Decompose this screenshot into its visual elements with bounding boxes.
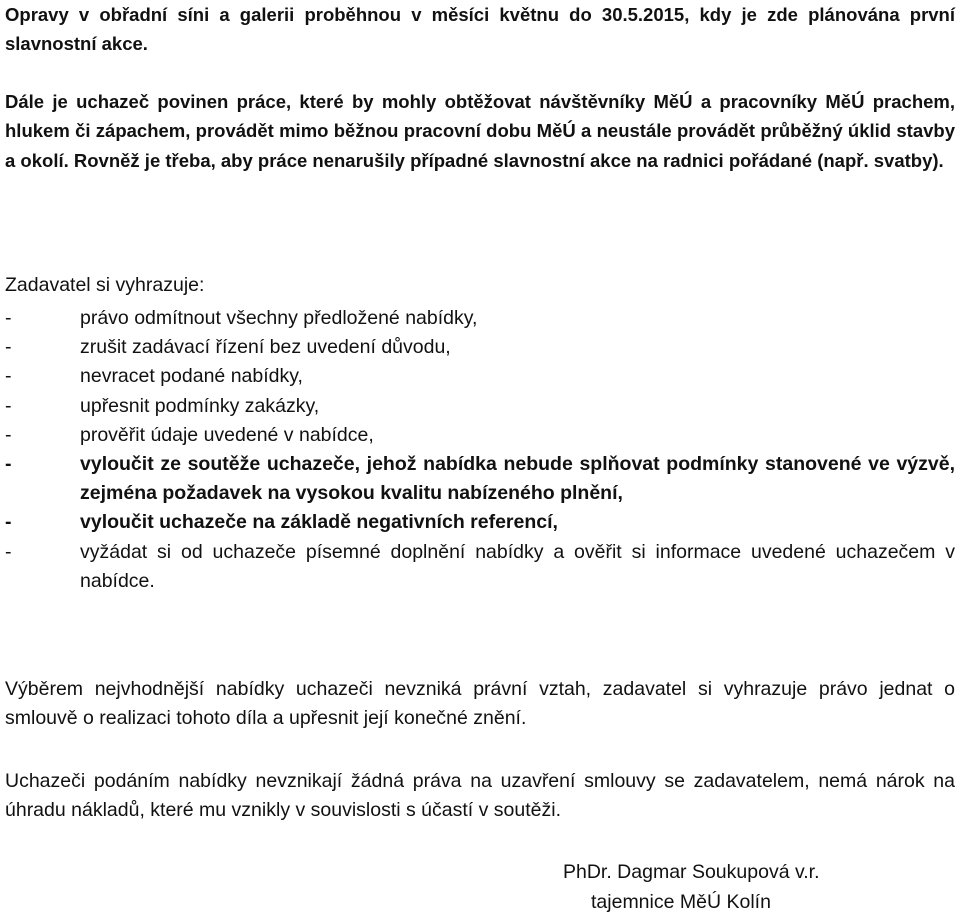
signature-name: PhDr. Dagmar Soukupová v.r. [563,861,820,883]
paragraph-no-legal-relationship: Výběrem nejvhodnější nabídky uchazeči nevzniká právní vztah, zadavatel si vyhrazuje právo jednat o smlouvě o realizaci tohoto díla a upřesnit její konečné znění. [5,678,955,729]
list-item-text: právo odmítnout všechny předložené nabídky, [80,307,478,329]
list-item-text: vyloučit uchazeče na základě negativních referencí, [80,511,558,534]
list-item-text: prověřit údaje uvedené v nabídce, [80,423,374,446]
list-item [5,333,955,362]
reservations-list [5,304,955,596]
list-dash: - [5,365,12,388]
list-item-text: nevracet podané nabídky, [80,365,303,388]
list-dash: - [5,540,12,563]
list-dash: - [5,423,12,446]
list-dash: - [5,336,12,359]
list-item [5,508,955,537]
list-item-text: vyloučit ze soutěže uchazeče, jehož nabídka nebude splňovat podmínky stanovené ve výzvě, zejména požadavek na vysokou kvalitu nabízeného plnění, [80,453,955,505]
list-item [5,392,955,421]
list-item-text: vyžádat si od uchazeče písemné doplnění nabídky a ověřit si informace uvedené uchazečem v nabídce. [80,540,955,592]
list-dash: - [5,394,12,417]
list-dash: - [5,511,12,534]
list-item [5,421,955,450]
list-item [5,362,955,391]
list-item-text: upřesnit podmínky zakázky, [80,394,320,417]
reservations-intro: Zadavatel si vyhrazuje: [5,274,205,296]
paragraph-schedule: Opravy v obřadní síni a galerii proběhnou v měsíci květnu do 30.5.2015, kdy je zde plánována první slavnostní akce. [5,4,955,55]
signature-block [563,857,953,917]
list-dash: - [5,307,12,329]
signature-title: tajemnice MěÚ Kolín [591,891,771,913]
list-dash: - [5,453,12,476]
list-item [5,450,955,508]
list-item [5,538,955,596]
paragraph-work-conditions: Dále je uchazeč povinen práce, které by mohly obtěžovat návštěvníky MěÚ a pracovníky MěÚ prachem, hlukem či zápachem, provádět mimo běžnou pracovní dobu MěÚ a neustále provádět průběžný úklid stavby a okolí. Rovněž je třeba, aby práce nenarušily případné slavnostní akce na radnici pořádané (např. svatby). [5,91,955,171]
list-item [5,304,955,333]
paragraph-no-rights: Uchazeči podáním nabídky nevznikají žádná práva na uzavření smlouvy se zadavatelem, nemá nárok na úhradu nákladů, které mu vznikly v souvislosti s účastí v soutěži. [5,770,955,821]
list-item-text: zrušit zadávací řízení bez uvedení důvodu, [80,336,451,359]
